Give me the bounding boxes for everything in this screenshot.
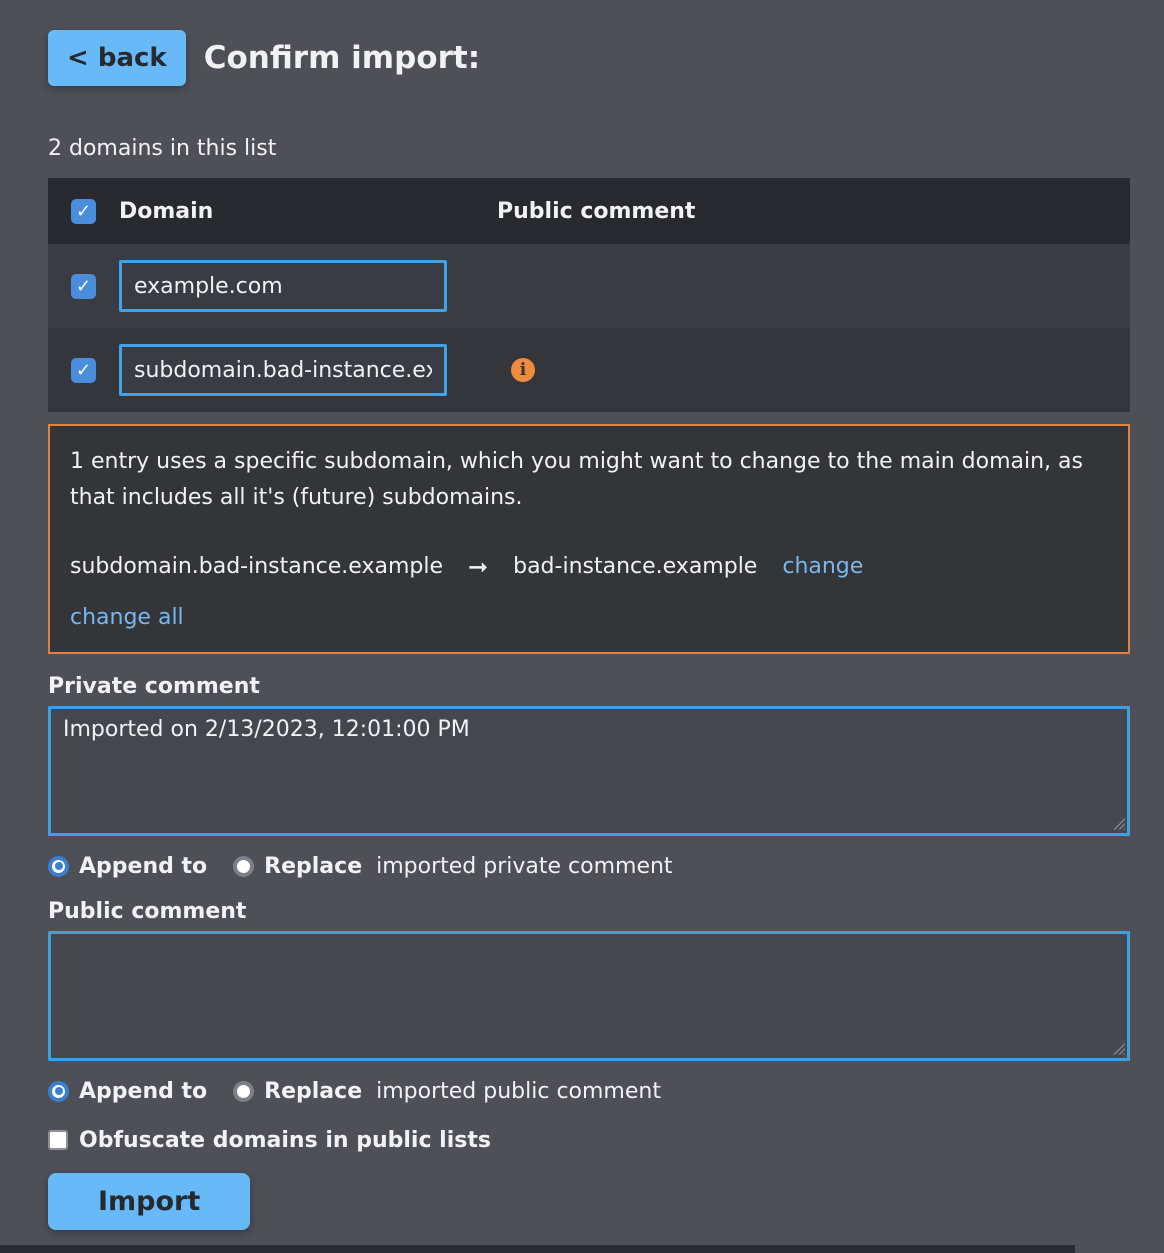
check-icon: ✓: [75, 275, 92, 297]
warning-message: 1 entry uses a specific subdomain, which you might want to change to the main domain, as that includes all it's (future) subdomains.: [70, 449, 1083, 511]
append-private-label[interactable]: Append to: [79, 853, 208, 879]
row-checkbox[interactable]: [71, 274, 96, 299]
bottom-edge-strip: [0, 1245, 1075, 1253]
check-icon: ✓: [75, 359, 92, 381]
table-row: [48, 328, 1130, 412]
row-checkbox[interactable]: [71, 358, 96, 383]
subdomain-from: subdomain.bad-instance.example: [70, 554, 443, 580]
private-comment-textarea[interactable]: [48, 706, 1130, 836]
public-comment-textarea[interactable]: [48, 931, 1130, 1061]
replace-private-label[interactable]: Replace: [264, 853, 363, 879]
import-button[interactable]: Import: [48, 1173, 250, 1230]
domain-count-text: 2 domains in this list: [48, 136, 277, 161]
append-public-radio[interactable]: [48, 1081, 69, 1102]
change-all-link[interactable]: change all: [70, 604, 184, 630]
subdomain-warning-box: [48, 424, 1130, 654]
append-private-radio[interactable]: [48, 856, 69, 877]
select-all-checkbox[interactable]: [71, 199, 96, 224]
private-mode-suffix: imported private comment: [376, 853, 673, 879]
private-comment-mode-row: [48, 854, 1130, 879]
private-comment-label: Private comment: [48, 673, 260, 699]
subdomain-change-row: [70, 553, 1108, 581]
domain-input[interactable]: [119, 344, 447, 396]
public-comment-label: Public comment: [48, 898, 247, 924]
replace-public-radio[interactable]: [233, 1081, 254, 1102]
subdomain-to: bad-instance.example: [513, 554, 758, 580]
domain-input[interactable]: [119, 260, 447, 312]
obfuscate-row: [48, 1128, 1130, 1153]
public-mode-suffix: imported public comment: [376, 1078, 661, 1104]
column-header-domain: Domain: [119, 198, 214, 224]
check-icon: ✓: [75, 200, 92, 222]
change-link[interactable]: change: [782, 554, 864, 580]
table-row: [48, 244, 1130, 328]
domain-table: [48, 178, 1130, 412]
public-comment-mode-row: [48, 1079, 1130, 1104]
back-button[interactable]: < back: [48, 30, 186, 86]
obfuscate-label[interactable]: Obfuscate domains in public lists: [79, 1127, 491, 1153]
page-content: [48, 0, 1130, 1230]
info-icon[interactable]: i: [511, 358, 535, 382]
page-header: [48, 0, 1130, 86]
arrow-right-icon: ➞: [468, 552, 489, 581]
page-title: Confirm import:: [203, 40, 481, 76]
append-public-label[interactable]: Append to: [79, 1078, 208, 1104]
obfuscate-checkbox[interactable]: [48, 1130, 68, 1150]
replace-public-label[interactable]: Replace: [264, 1078, 363, 1104]
replace-private-radio[interactable]: [233, 856, 254, 877]
column-header-public-comment: Public comment: [497, 198, 696, 224]
table-header-row: [48, 178, 1130, 244]
